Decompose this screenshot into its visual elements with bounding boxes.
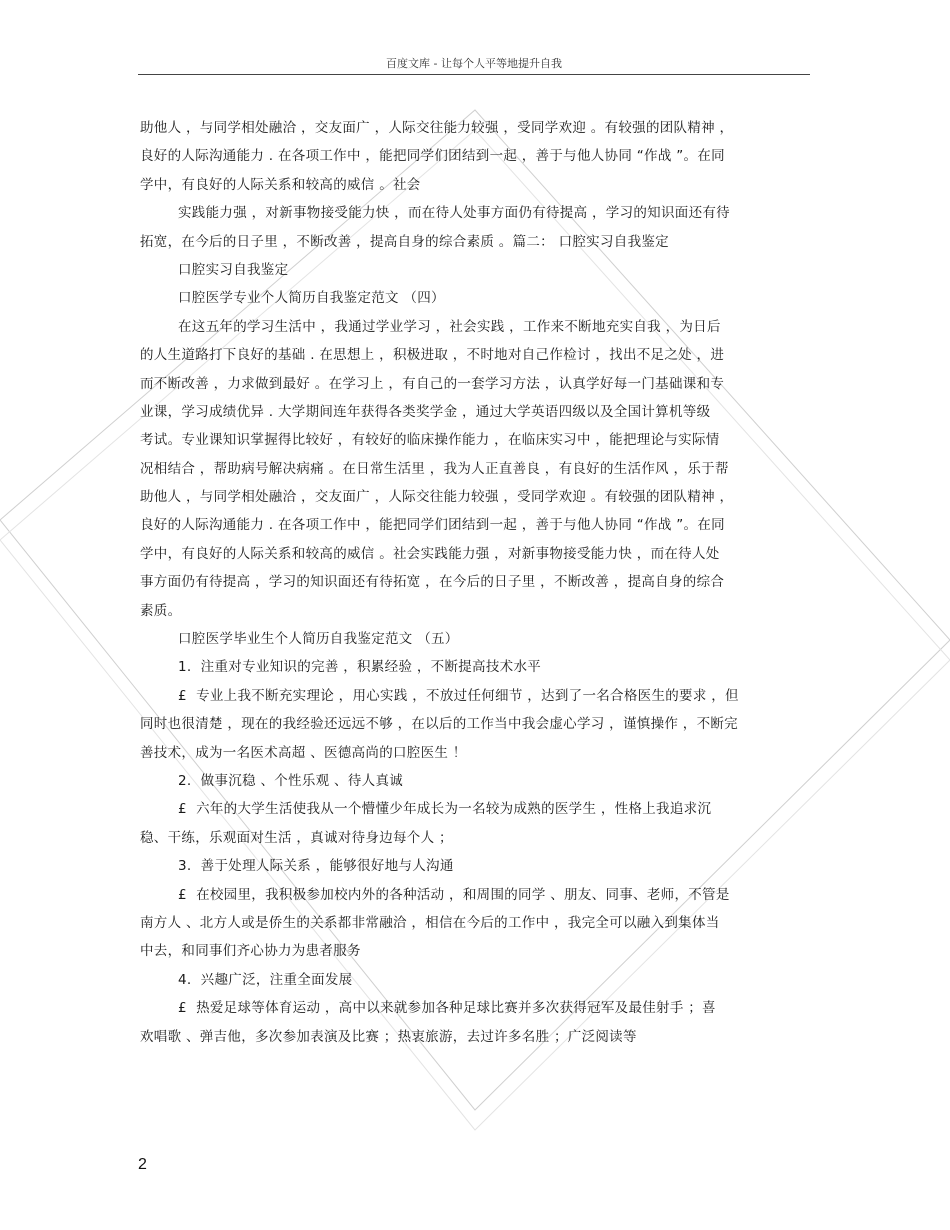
- text-line: 中去，和同事们齐心协力为患者服务: [140, 943, 361, 960]
- text-line: 在这五年的学习生活中 ，我通过学业学习 ，社会实践 ，工作来不断地充实自我 ，为日后: [178, 318, 721, 335]
- page-header-title: 百度文库 - 让每个人平等地提升自我: [386, 57, 562, 70]
- text-line: 南方人 、北方人或是侨生的关系都非常融洽 ，相信在今后的工作中 ，我完全可以融入到集体当: [140, 914, 720, 931]
- text-line: 2. 做事沉稳 、个性乐观 、待人真诚: [178, 772, 404, 789]
- text-line: 4. 兴趣广泛，注重全面发展: [178, 971, 353, 988]
- text-line: £ 专业上我不断充实理论 ，用心实践 ，不放过任何细节 ，达到了一名合格医生的要求 ，但: [178, 687, 739, 704]
- text-line: 学中，有良好的人际关系和较高的威信 。社会实践能力强 ，对新事物接受能力快 ，而在待人处: [140, 545, 720, 562]
- text-line: 考试。专业课知识掌握得比较好 ，有较好的临床操作能力 ，在临床实习中 ，能把理论与实际情: [140, 432, 720, 449]
- document-body: [140, 114, 808, 1051]
- text-line: 善技术，成为一名医术高超 、医德高尚的口腔医生 ！: [140, 744, 467, 761]
- text-line: 欢唱歌 、弹吉他，多次参加表演及比赛 ；热衷旅游，去过许多名胜 ；广泛阅读等: [140, 1028, 637, 1045]
- text-line: 口腔医学专业个人简历自我鉴定范文 （四）: [178, 290, 445, 307]
- text-line: 学中，有良好的人际关系和较高的威信 。社会: [140, 176, 421, 193]
- text-line: 助他人 ，与同学相处融洽 ，交友面广 ，人际交往能力较强 ，受同学欢迎 。有较强的团队精神 ，: [140, 120, 734, 136]
- text-line: 实践能力强 ，对新事物接受能力快 ，而在待人处事方面仍有待提高 ，学习的知识面还有待: [178, 205, 730, 222]
- text-line: 拓宽，在今后的日子里 ，不断改善 ，提高自身的综合素质 。篇二： 口腔实习自我鉴定: [140, 233, 669, 250]
- text-line: 而不断改善 ，力求做到最好 。在学习上 ，有自己的一套学习方法 ，认真学好每一门基础课和专: [140, 375, 725, 392]
- text-line: 助他人 ，与同学相处融洽 ，交友面广 ，人际交往能力较强 ，受同学欢迎 。有较强的团队精神 ，: [140, 489, 734, 506]
- text-line: £ 热爱足球等体育运动 ，高中以来就参加各种足球比赛并多次获得冠军及最佳射手 ；喜: [178, 1000, 716, 1017]
- text-line: £ 在校园里，我积极参加校内外的各种活动 ，和周围的同学 、朋友、同事、老师，不管是: [178, 886, 730, 903]
- text-line: 口腔实习自我鉴定: [178, 261, 289, 278]
- text-line: 稳、干练，乐观面对生活 ，真诚对待身边每个人 ；: [140, 829, 453, 846]
- text-line: 业课，学习成绩优异 . 大学期间连年获得各类奖学金 ，通过大学英语四级以及全国计算机等级: [140, 403, 711, 420]
- text-line: 3. 善于处理人际关系 ，能够很好地与人沟通: [178, 858, 454, 875]
- page-number: 2: [138, 1156, 147, 1173]
- text-line: 同时也很清楚 ，现在的我经验还远远不够 ，在以后的工作当中我会虚心学习 ，谨慎操作 ，不断完: [140, 716, 738, 733]
- text-line: 良好的人际沟通能力 . 在各项工作中 ，能把同学们团结到一起 ，善于与他人协同 “作战 ”。在同: [140, 148, 725, 165]
- text-line: 口腔医学毕业生个人简历自我鉴定范文 （五）: [178, 631, 459, 648]
- header-divider: [138, 74, 810, 75]
- text-line: 的人生道路打下良好的基础 . 在思想上 ，积极进取 ，不时地对自己作检讨 ，找出不足之处 ，进: [140, 347, 725, 364]
- text-line: 况相结合 ，帮助病号解决病痛 。在日常生活里 ，我为人正直善良 ，有良好的生活作风 ，乐于帮: [140, 460, 729, 477]
- text-line: 素质。: [140, 602, 182, 619]
- text-line: 良好的人际沟通能力 . 在各项工作中 ，能把同学们团结到一起 ，善于与他人协同 “作战 ”。在同: [140, 517, 725, 534]
- text-line: 1. 注重对专业知识的完善 ，积累经验 ，不断提高技术水平: [178, 659, 542, 676]
- text-line: 事方面仍有待提高 ，学习的知识面还有待拓宽 ，在今后的日子里 ，不断改善 ，提高自身的综合: [140, 574, 725, 591]
- text-line: £ 六年的大学生活使我从一个懵懂少年成长为一名较为成熟的医学生 ，性格上我追求沉: [178, 801, 712, 818]
